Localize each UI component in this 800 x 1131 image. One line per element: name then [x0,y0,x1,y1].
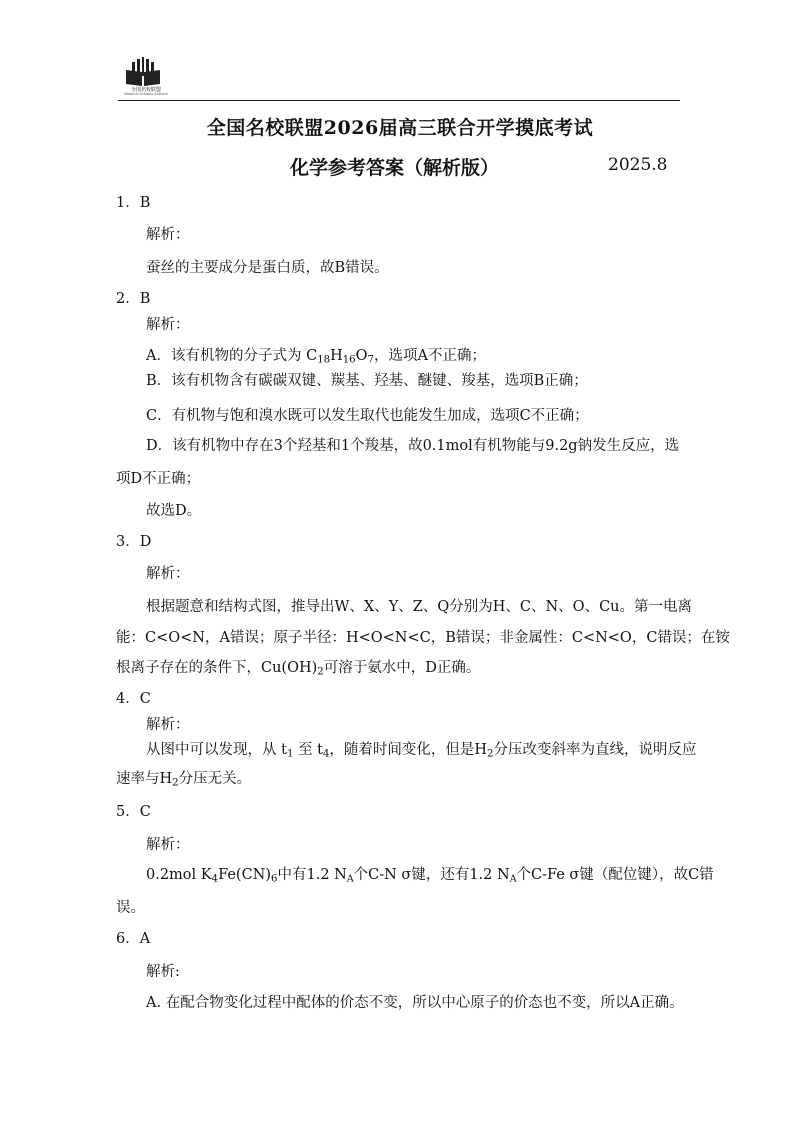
q5-answer: 5．C [116,804,151,820]
logo-subtitle: National Schools Alliance [123,92,168,96]
q4-line-2: 速率与$H_2$分压无关。 [116,771,252,789]
q3-line-2: 能：C<O<N，A错误；原子半径：H<O<N<C，B错误；非金属性：C<N<O，C错误；在铵 [116,630,730,646]
q2-answer: 2．B [116,291,151,307]
q3-line-3: 根离子存在的条件下，$Cu(OH)_2$可溶于氨水中，D正确。 [116,660,481,678]
q2-option-c: C．有机物与饱和溴水既可以发生取代也能发生加成，选项C不正确； [146,408,589,424]
q4-answer: 4．C [116,691,151,707]
header-divider [118,100,680,101]
q5-line-2: 误。 [116,900,145,916]
q2-option-d: D．该有机物中存在3个羟基和1个羧基，故0.1mol有机物能与9.2g钠发生反应，选 [146,438,680,454]
q6-body: A. 在配合物变化过程中配体的价态不变，所以中心原子的价态也不变，所以A正确。 [146,995,684,1011]
q2-option-d-cont: 项D不正确； [116,471,201,487]
q5-line-1: 0.2mol $K_4Fe(CN)_6$中有1.2 $N_A$个C-N σ键，还有1.2 $N_A$个C-Fe σ键（配位键），故C错 [146,867,714,885]
q6-answer: 6．A [116,931,151,947]
q4-label: 解析： [146,717,190,733]
header [118,56,680,100]
q2-option-a: A．该有机物的分子式为 $C_{18}H_{16}O_7$，选项A不正确； [146,348,486,366]
page-subtitle: 化学参考答案（解析版） [290,157,500,179]
q2-label: 解析： [146,317,190,333]
q4-line-1: 从图中可以发现，从 $t_1$ 至 $t_4$，随着时间变化，但是$H_2$分压改变斜率为直线，说明反应 [146,742,697,760]
q3-line-1: 根据题意和结构式图，推导出W、X、Y、Z、Q分别为H、C、N、O、Cu。第一电离 [146,599,693,615]
q3-label: 解析： [146,566,190,582]
q1-label: 解析： [146,227,190,243]
q1-body: 蚕丝的主要成分是蛋白质，故B错误。 [146,260,389,276]
q1-answer: 1．B [116,195,151,211]
q6-label: 解析: [146,964,180,980]
page-title: 全国名校联盟2026届高三联合开学摸底考试 [206,117,594,139]
exam-date: 2025.8 [608,155,668,175]
q5-label: 解析： [146,837,190,853]
q3-answer: 3．D [116,534,152,550]
q2-option-b: B．该有机物含有碳碳双键、羰基、羟基、醚键、羧基，选项B正确； [146,373,588,389]
logo-name: 全国名校联盟 [130,87,161,93]
q2-conclusion: 故选D。 [146,503,202,519]
